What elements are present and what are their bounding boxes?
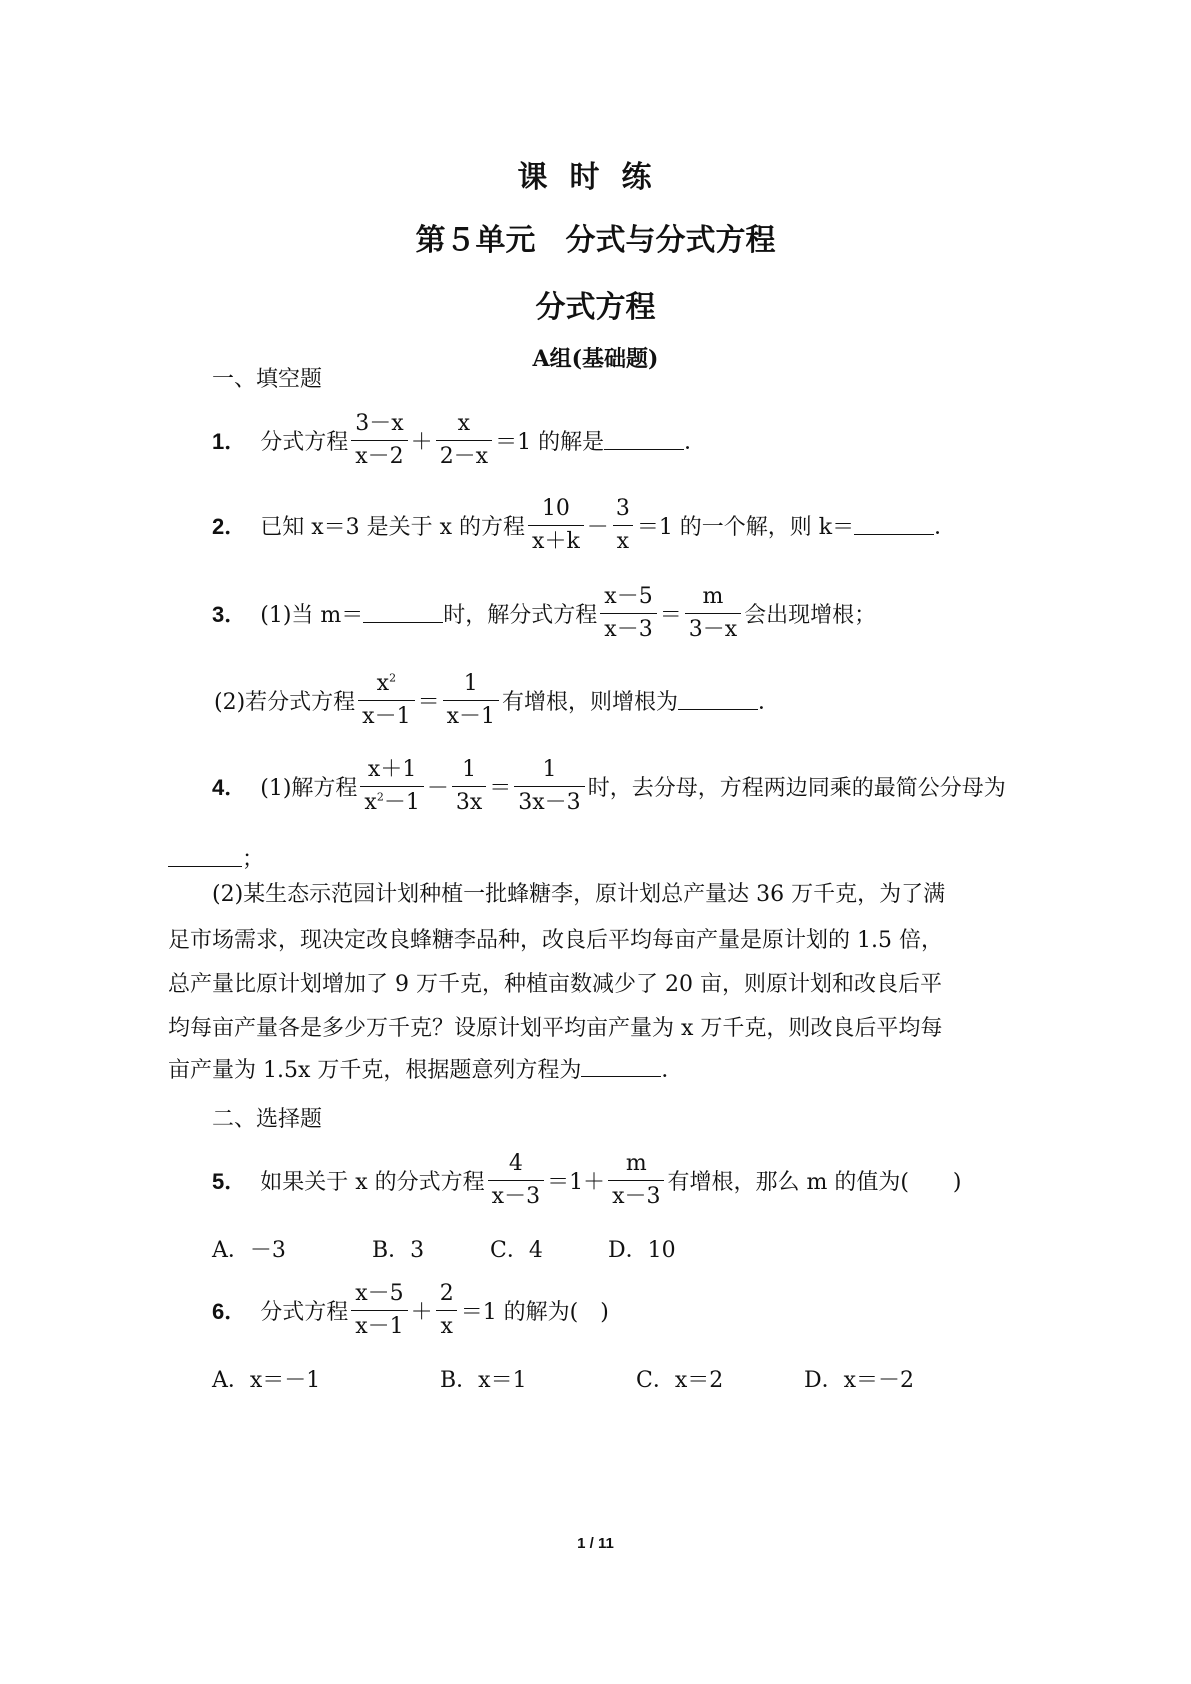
question-6 — [212, 1282, 609, 1339]
base: x — [376, 671, 390, 696]
question-text: 时，去分母，方程两边同乘的最简公分母为 — [587, 776, 1006, 802]
question-end: ； — [242, 847, 265, 872]
unit-title: 第５单元 分式与分式方程 — [415, 223, 776, 258]
operator: － — [586, 515, 609, 541]
operator: ＋ — [410, 430, 433, 456]
question-text: (1)解方程 — [260, 776, 358, 802]
numerator: 3 — [615, 496, 630, 521]
answer-blank[interactable] — [168, 848, 242, 867]
question-end: ． — [758, 690, 781, 716]
question-text: (2)若分式方程 — [214, 690, 356, 716]
question-3-part-1 — [212, 585, 876, 642]
term: －1 — [383, 790, 420, 816]
question-text: 有增根，则增根为 — [502, 690, 679, 716]
denominator: x＋k — [528, 525, 584, 554]
question-text: 分式方程 — [260, 1300, 349, 1326]
denominator: 3－x — [685, 613, 741, 642]
question-number: 3． — [212, 602, 247, 628]
fraction — [360, 758, 423, 815]
question-number: 6． — [212, 1299, 247, 1325]
numerator — [373, 672, 400, 700]
question-number: 2． — [212, 514, 247, 540]
option-c[interactable]: C．4 — [490, 1238, 543, 1263]
fraction — [514, 758, 584, 815]
option-d[interactable]: D．x＝－2 — [804, 1368, 915, 1393]
answer-blank[interactable] — [363, 604, 443, 623]
denominator: 2－x — [436, 440, 492, 469]
exponent: 2 — [376, 790, 384, 804]
fraction — [608, 1152, 664, 1209]
question-text: 如果关于 x 的分式方程 — [260, 1170, 485, 1196]
topic-title: 分式方程 — [535, 290, 656, 325]
question-text: (1)当 m＝ — [260, 603, 364, 629]
denominator: x－3 — [608, 1180, 664, 1209]
denominator: x — [613, 525, 633, 554]
option-b[interactable]: B．3 — [372, 1238, 425, 1263]
fraction — [612, 497, 634, 554]
question-4-part-1 — [212, 758, 1006, 815]
numerator: 3－x — [355, 411, 404, 436]
paragraph-line: 均每亩产量各是多少万千克？设原计划平均亩产量为 x 万千克，则改良后平均每 — [168, 1016, 943, 1041]
denominator: 3x－3 — [514, 786, 584, 815]
fraction — [351, 1282, 407, 1339]
numerator: m — [702, 584, 724, 609]
numerator: 1 — [463, 671, 478, 696]
question-end: ． — [661, 1058, 684, 1083]
numerator: 1 — [462, 757, 477, 782]
numerator: 2 — [439, 1281, 454, 1306]
paragraph-line: 总产量比原计划增加了 9 万千克，种植亩数减少了 20 亩，则原计划和改良后平 — [168, 972, 942, 997]
paragraph-line — [168, 1048, 683, 1094]
fraction — [488, 1152, 544, 1209]
numerator: m — [625, 1151, 647, 1176]
denominator: x — [436, 1310, 456, 1339]
exponent: 2 — [389, 671, 397, 685]
question-text: 时，解分式方程 — [443, 603, 598, 629]
question-1 — [212, 412, 706, 469]
operator: － — [426, 776, 449, 802]
fraction — [436, 412, 492, 469]
fraction — [452, 758, 486, 815]
question-text: 亩产量为 1.5x 万千克，根据题意列方程为 — [168, 1058, 582, 1083]
fraction — [436, 1282, 458, 1339]
fraction — [600, 585, 656, 642]
denominator — [360, 786, 423, 815]
denominator: 3x — [452, 786, 486, 815]
numerator: 10 — [541, 496, 570, 521]
question-text: 已知 x＝3 是关于 x 的方程 — [260, 515, 526, 541]
question-number: 1． — [212, 429, 247, 455]
denominator: x－1 — [443, 700, 499, 729]
option-a[interactable]: A．－3 — [212, 1238, 286, 1263]
question-number: 5． — [212, 1169, 247, 1195]
group-heading: A组(基础题) — [532, 346, 659, 372]
operator: ＝ — [659, 603, 682, 629]
question-end: ． — [684, 430, 707, 456]
question-text: ＝1 的解是 — [495, 430, 605, 456]
operator: ＋ — [410, 1300, 433, 1326]
question-text: ＝1 的一个解，则 k＝ — [636, 515, 855, 541]
question-5 — [212, 1152, 961, 1209]
fraction — [685, 585, 741, 642]
paragraph-line: (2)某生态示范园计划种植一批蜂糖李，原计划总产量达 36 万千克，为了满 — [212, 882, 946, 907]
question-4-answer-line — [168, 842, 264, 873]
denominator: x－3 — [600, 613, 656, 642]
operator: ＝ — [417, 690, 440, 716]
numerator: x＋1 — [367, 757, 417, 782]
option-a[interactable]: A．x＝－1 — [212, 1368, 321, 1393]
section-heading-fill-in: 一、填空题 — [212, 367, 323, 392]
paragraph-line: 足市场需求，现决定改良蜂糖李品种，改良后平均每亩产量是原计划的 1.5 倍， — [168, 928, 943, 953]
option-c[interactable]: C．x＝2 — [636, 1368, 724, 1393]
denominator: x－3 — [488, 1180, 544, 1209]
document-title: 课时练 — [517, 160, 674, 195]
question-number: 4． — [212, 775, 247, 801]
fraction — [358, 672, 414, 729]
question-end: ． — [934, 515, 957, 541]
option-d[interactable]: D．10 — [608, 1238, 676, 1263]
question-2 — [212, 497, 956, 554]
section-heading-choice: 二、选择题 — [212, 1107, 323, 1132]
question-text: 分式方程 — [260, 430, 349, 456]
base: x — [364, 790, 377, 816]
question-3-part-2 — [214, 672, 780, 729]
option-b[interactable]: B．x＝1 — [440, 1368, 527, 1393]
answer-blank[interactable] — [604, 431, 684, 450]
fraction — [443, 672, 499, 729]
question-text: ＝1 的解为( ) — [460, 1300, 609, 1326]
operator: ＝ — [489, 776, 512, 802]
page-number: 1 / 11 — [577, 1535, 614, 1552]
operator: ＝1＋ — [547, 1170, 606, 1196]
answer-blank[interactable] — [581, 1058, 661, 1077]
fraction — [528, 497, 584, 554]
numerator: x — [457, 411, 471, 436]
denominator: x－2 — [351, 440, 407, 469]
numerator: x－5 — [355, 1281, 404, 1306]
denominator: x－1 — [351, 1310, 407, 1339]
numerator: 4 — [508, 1151, 523, 1176]
numerator: 1 — [542, 757, 557, 782]
answer-blank[interactable] — [854, 516, 934, 535]
fraction — [351, 412, 407, 469]
denominator: x－1 — [358, 700, 414, 729]
question-text: 会出现增根； — [744, 603, 877, 629]
answer-blank[interactable] — [678, 691, 758, 710]
numerator: x－5 — [604, 584, 653, 609]
question-text: 有增根，那么 m 的值为( ) — [667, 1170, 962, 1196]
